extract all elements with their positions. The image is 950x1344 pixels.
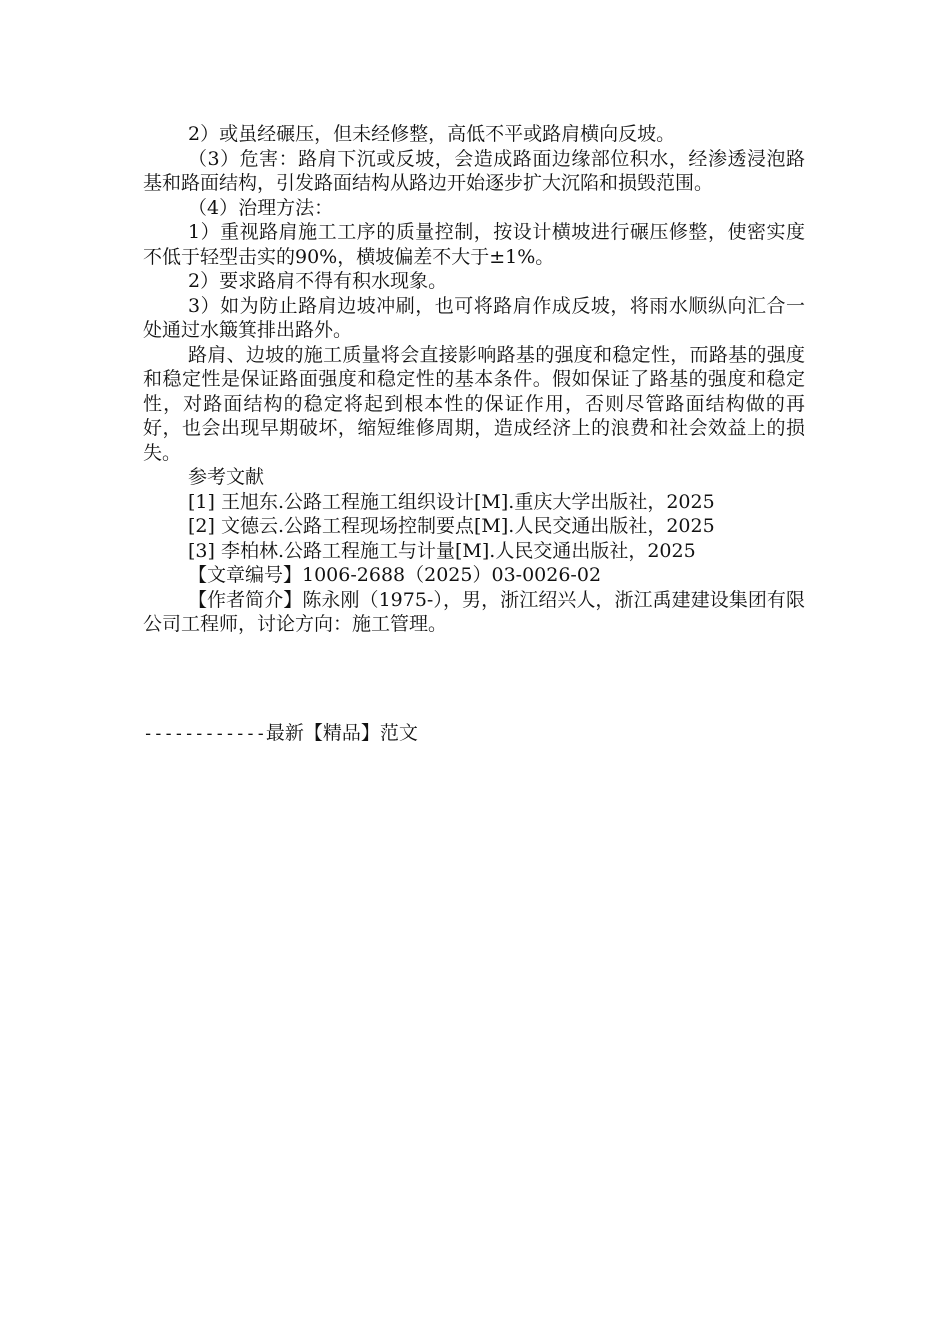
paragraph-treatment-3: 3）如为防止路肩边坡冲刷，也可将路肩作成反坡，将雨水顺纵向汇合一处通过水簸箕排出路外。 bbox=[143, 294, 805, 341]
reference-item: [2] 文德云.公路工程现场控制要点[M].人民交通出版社，2025 bbox=[188, 515, 715, 537]
reference-item: [3] 李柏林.公路工程施工与计量[M].人民交通出版社，2025 bbox=[188, 539, 696, 562]
paragraph-treatment-heading: （4）治理方法： bbox=[188, 196, 334, 219]
author-bio: 【作者简介】陈永刚（1975-），男，浙江绍兴人，浙江禹建建设集团有限公司工程师，讨论方向：施工管理。 bbox=[143, 588, 805, 635]
footer-label: 最新【精品】范文 bbox=[265, 722, 418, 744]
paragraph-shoulder-cause-2: 2）或虽经碾压，但未经修整，高低不平或路肩横向反坡。 bbox=[188, 123, 676, 145]
paragraph-hazard: （3）危害：路肩下沉或反坡，会造成路面边缘部位积水，经渗透浸泡路基和路面结构，引发路面结构从路边开始逐步扩大沉陷和损毁范围。 bbox=[143, 147, 805, 194]
footer-banner bbox=[143, 720, 418, 747]
footer-dashes: ------------ bbox=[143, 724, 266, 744]
paragraph-conclusion: 路肩、边坡的施工质量将会直接影响路基的强度和稳定性，而路基的强度和稳定性是保证路面强度和稳定性的基本条件。假如保证了路基的强度和稳定性，对路面结构的稳定将起到根本性的保证作用，否则尽管路面结构做的再好，也会出现早期破坏，缩短维修周期，造成经济上的浪费和社会效益上的损失。 bbox=[143, 343, 805, 464]
document-body bbox=[143, 122, 805, 637]
reference-item: [1] 王旭东.公路工程施工组织设计[M].重庆大学出版社，2025 bbox=[188, 490, 715, 513]
references-heading: 参考文献 bbox=[188, 466, 265, 488]
paragraph-treatment-2: 2）要求路肩不得有积水现象。 bbox=[188, 270, 448, 292]
paragraph-treatment-1: 1）重视路肩施工工序的质量控制，按设计横坡进行碾压修整，使密实度不低于轻型击实的90%，横坡偏差不大于±1%。 bbox=[143, 221, 805, 268]
article-number: 【文章编号】1006-2688（2025）03-0026-02 bbox=[188, 564, 602, 586]
